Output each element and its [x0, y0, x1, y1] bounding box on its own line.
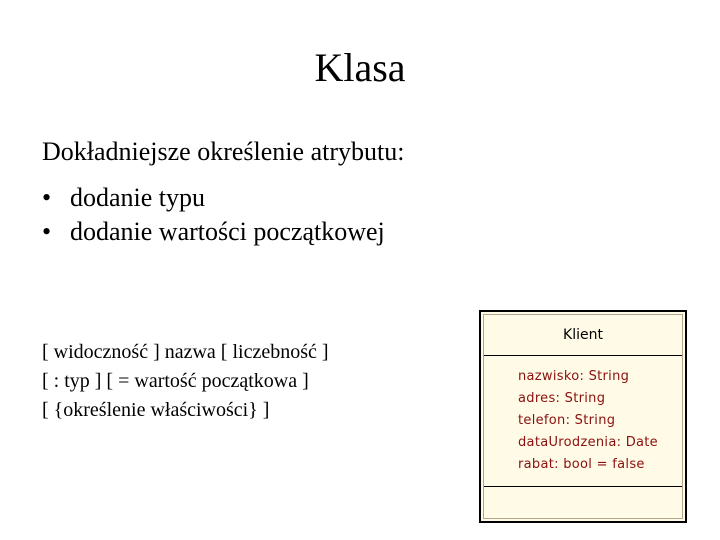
uml-attribute: rabat: bool = false: [518, 457, 645, 472]
syntax-line: [ widoczność ] nazwa [ liczebność ]: [42, 341, 329, 363]
uml-attribute: adres: String: [518, 391, 606, 406]
uml-attributes-compartment: [484, 356, 682, 487]
uml-attribute: nazwisko: String: [518, 369, 630, 384]
uml-attribute: telefon: String: [518, 413, 616, 428]
bullet-list: [42, 181, 385, 249]
uml-class-name: Klient: [484, 315, 682, 356]
uml-operations-compartment: [484, 488, 682, 518]
syntax-line: [ {określenie właściwości} ]: [42, 399, 270, 421]
uml-attribute: dataUrodzenia: Date: [518, 435, 658, 450]
bullet-item: [42, 215, 385, 249]
bullet-text: dodanie typu: [70, 183, 206, 212]
bullet-text: dodanie wartości początkowej: [70, 217, 385, 246]
attribute-syntax: [42, 338, 329, 425]
uml-class-frame: [483, 314, 683, 519]
bullet-dot-icon: •: [42, 183, 52, 212]
intro-text: Dokładniejsze określenie atrybutu:: [42, 137, 405, 166]
syntax-line: [ : typ ] [ = wartość początkowa ]: [42, 370, 309, 392]
uml-class-box: [479, 310, 687, 523]
slide-title: Klasa: [314, 45, 406, 90]
bullet-dot-icon: •: [42, 217, 52, 246]
bullet-item: [42, 181, 385, 215]
